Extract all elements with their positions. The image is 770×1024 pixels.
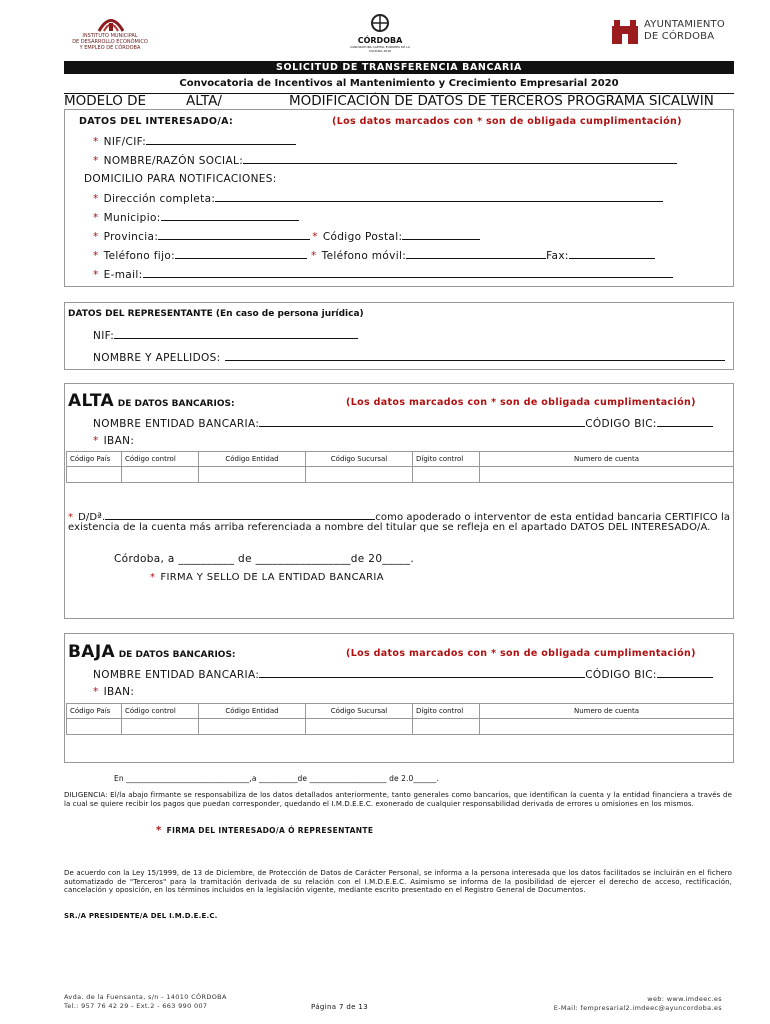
alta-cell-pais[interactable] bbox=[67, 467, 122, 483]
alta-heading: DE DATOS BANCARIOS: bbox=[117, 399, 235, 409]
diligencia-text: DILIGENCIA: El/la abajo firmante se responsabiliza de los datos detallados anteriormente, tanto generales como bancarios, que identifican la cuenta y la entidad financiera a través de la cual se quiere recibir los pagos que puedan corresponder, quedando el I.M.D.E.E.C. exonerado de cualquier responsabilidad derivada de errores u omisiones en los mismos. bbox=[64, 791, 732, 808]
direccion-label: Dirección completa: bbox=[103, 193, 216, 205]
baja-heading: DE DATOS BANCARIOS: bbox=[118, 650, 236, 660]
alta-cell-cuenta[interactable] bbox=[480, 467, 734, 483]
alta-cert-text-2: existencia de la cuenta más arriba referenciada a nombre del titular que se refleja en el apartado DATOS DEL INTERESADO/A. bbox=[68, 522, 711, 533]
baja-col-pais: Código País bbox=[67, 704, 122, 719]
rep-nombre-row bbox=[93, 351, 725, 364]
fax-label: Fax: bbox=[546, 250, 569, 262]
nif-row: * NIF/CIF: bbox=[93, 135, 296, 148]
alta-col-cuenta: Numero de cuenta bbox=[480, 452, 734, 467]
alta-col-control: Código control bbox=[122, 452, 199, 467]
alta-col-pais: Código País bbox=[67, 452, 122, 467]
alta-big-label: ALTA bbox=[68, 391, 115, 411]
nombre-field[interactable] bbox=[243, 154, 677, 164]
alta-cordoba-date: Córdoba, a __________ de _________________de 20_____. bbox=[114, 553, 415, 565]
alta-firma-label: FIRMA Y SELLO DE LA ENTIDAD BANCARIA bbox=[160, 572, 384, 583]
alta-iban-label: IBAN: bbox=[103, 435, 135, 447]
baja-heading-row bbox=[68, 642, 236, 662]
presidente-label: SR./A PRESIDENTE/A DEL I.M.D.E.E.C. bbox=[64, 912, 218, 920]
form-title: SOLICITUD DE TRANSFERENCIA BANCARIA bbox=[64, 61, 734, 74]
baja-cell-sucursal[interactable] bbox=[306, 719, 413, 735]
nif-field[interactable] bbox=[146, 135, 296, 145]
ayuntamiento-logo bbox=[610, 16, 725, 48]
telefono-row: * Teléfono fijo: * Teléfono móvil: Fax: bbox=[93, 249, 655, 262]
baja-entidad-label: NOMBRE ENTIDAD BANCARIA: bbox=[93, 669, 260, 681]
alta-entidad-label: NOMBRE ENTIDAD BANCARIA: bbox=[93, 418, 260, 430]
alta-cert-text-1: como apoderado o interventor de esta entidad bancaria CERTIFICO la bbox=[375, 512, 731, 523]
baja-entidad-field[interactable] bbox=[259, 668, 585, 678]
cordoba-2016-logo bbox=[350, 14, 410, 53]
footer-web[interactable]: web: www.imdeec.es bbox=[647, 995, 722, 1003]
alta-heading-row bbox=[68, 391, 235, 411]
baja-cell-digito[interactable] bbox=[413, 719, 480, 735]
alta-entidad-field[interactable] bbox=[259, 417, 585, 427]
imdeec-logo-line-3: Y EMPLEO DE CÓRDOBA bbox=[79, 45, 141, 51]
alta-iban-table bbox=[66, 451, 734, 483]
baja-col-entidad: Código Entidad bbox=[199, 704, 306, 719]
baja-entidad-row bbox=[93, 668, 713, 681]
imdeec-emblem-icon bbox=[96, 14, 126, 32]
codigo-postal-field[interactable] bbox=[402, 230, 480, 240]
ayuntamiento-castle-icon bbox=[610, 16, 640, 46]
ley-text: De acuerdo con la Ley 15/1999, de 13 de Diciembre, de Protección de Datos de Carácter Personal, se informa a la persona interesada que los datos facilitados se incluirán en el fichero automatizado de "Terceros" para la tramitación derivada de su relación con el I.M.D.E.E.C. Asimismo se informa de la posibilidad de ejercer el derecho de acceso, rectificación, cancelación y oposición, en los términos incluidos en la legislación vigente, mediante escrito presentado en el Registro General de Documentos. bbox=[64, 869, 732, 894]
direccion-row: * Dirección completa: bbox=[93, 192, 663, 205]
provincia-row: * Provincia: * Código Postal: bbox=[93, 230, 480, 243]
nombre-row: * NOMBRE/RAZÓN SOCIAL: bbox=[93, 154, 677, 167]
baja-col-control: Código control bbox=[122, 704, 199, 719]
baja-cell-pais[interactable] bbox=[67, 719, 122, 735]
alta-bic-label: CÓDIGO BIC: bbox=[585, 418, 657, 430]
rep-nif-field[interactable] bbox=[114, 329, 358, 339]
nombre-label: NOMBRE/RAZÓN SOCIAL: bbox=[103, 155, 244, 167]
municipio-label: Municipio: bbox=[103, 212, 161, 224]
footer-tel: Tel.: 957 76 42 29 - Ext.2 - 663 990 007 bbox=[64, 1002, 208, 1010]
alta-iban-row: * IBAN: bbox=[93, 435, 135, 447]
telefono-movil-field[interactable] bbox=[406, 249, 546, 259]
direccion-field[interactable] bbox=[215, 192, 663, 202]
ayuntamiento-text-1: AYUNTAMIENTO bbox=[644, 19, 725, 30]
modificacion-label: MODIFICACIÓN DE DATOS DE TERCEROS PROGRAMA SICALWIN bbox=[289, 93, 714, 109]
baja-cell-entidad[interactable] bbox=[199, 719, 306, 735]
footer-email[interactable]: E-Mail: fempresarial2.imdeec@ayuncordoba.es bbox=[553, 1004, 722, 1012]
alta-dda-label: D/Dª. bbox=[78, 512, 106, 523]
alta-col-entidad: Código Entidad bbox=[199, 452, 306, 467]
telefono-fijo-label: Teléfono fijo: bbox=[103, 250, 176, 262]
imdeec-logo-line-2: DE DESARROLLO ECONÓMICO bbox=[72, 39, 148, 45]
footer-address: Avda. de la Fuensanta, s/n - 14010 CÓRDOBA bbox=[64, 993, 227, 1001]
firma-interesado-row: * FIRMA DEL INTERESADO/A Ó REPRESENTANTE bbox=[156, 825, 374, 836]
municipio-field[interactable] bbox=[161, 211, 299, 221]
footer-page-number: Página 7 de 13 bbox=[311, 1003, 368, 1011]
municipio-row: * Municipio: bbox=[93, 211, 299, 224]
provincia-field[interactable] bbox=[158, 230, 310, 240]
en-date-line: En ________________________________,a __________de ____________________ de 2.0______. bbox=[114, 774, 439, 783]
rep-nombre-field[interactable] bbox=[225, 351, 725, 361]
telefono-movil-label: Teléfono móvil: bbox=[321, 250, 407, 262]
baja-cell-control[interactable] bbox=[122, 719, 199, 735]
baja-col-sucursal: Código Sucursal bbox=[306, 704, 413, 719]
cordoba-logo-sub: CANDIDATURA CAPITAL EUROPEA DE LA CULTURA 2016 bbox=[350, 45, 410, 53]
baja-col-cuenta: Numero de cuenta bbox=[480, 704, 734, 719]
baja-big-label: BAJA bbox=[68, 642, 115, 662]
fax-field[interactable] bbox=[569, 249, 655, 259]
baja-note: (Los datos marcados con * son de obligada cumplimentación) bbox=[346, 648, 696, 659]
cordoba-emblem-icon bbox=[368, 14, 392, 32]
imdeec-logo-line-1: INSTITUTO MUNICIPAL bbox=[82, 33, 138, 39]
baja-iban-row: * IBAN: bbox=[93, 686, 135, 698]
baja-cell-cuenta[interactable] bbox=[480, 719, 734, 735]
rep-nif-label: NIF: bbox=[93, 330, 115, 342]
provincia-label: Provincia: bbox=[103, 231, 159, 243]
firma-interesado-label: FIRMA DEL INTERESADO/A Ó REPRESENTANTE bbox=[166, 826, 374, 835]
alta-cell-digito[interactable] bbox=[413, 467, 480, 483]
baja-bic-field[interactable] bbox=[657, 668, 713, 678]
codigo-postal-label: Código Postal: bbox=[322, 231, 403, 243]
baja-iban-table bbox=[66, 703, 734, 735]
alta-dda-field[interactable] bbox=[105, 510, 375, 520]
alta-cell-sucursal[interactable] bbox=[306, 467, 413, 483]
interesado-note: (Los datos marcados con * son de obligada cumplimentación) bbox=[332, 116, 682, 127]
alta-firma-row: * FIRMA Y SELLO DE LA ENTIDAD BANCARIA bbox=[150, 572, 384, 583]
representante-heading: DATOS DEL REPRESENTANTE (En caso de persona jurídica) bbox=[68, 309, 364, 319]
alta-label: ALTA/ bbox=[186, 93, 222, 109]
imdeec-logo bbox=[70, 14, 150, 50]
alta-entidad-row bbox=[93, 417, 713, 430]
email-label: E-mail: bbox=[103, 269, 143, 281]
alta-cell-control[interactable] bbox=[122, 467, 199, 483]
cordoba-logo-text: CÓRDOBA bbox=[357, 36, 403, 45]
alta-col-digito: Dígito control bbox=[413, 452, 480, 467]
ayuntamiento-text-2: DE CÓRDOBA bbox=[644, 31, 715, 42]
interesado-heading: DATOS DEL INTERESADO/A: bbox=[79, 116, 234, 127]
email-row: * E-mail: bbox=[93, 268, 673, 281]
alta-col-sucursal: Código Sucursal bbox=[306, 452, 413, 467]
rep-nif-row bbox=[93, 329, 358, 342]
baja-iban-label: IBAN: bbox=[103, 686, 135, 698]
alta-cert-row: * D/Dª. como apoderado o interventor de esta entidad bancaria CERTIFICO la bbox=[68, 512, 731, 523]
alta-cell-entidad[interactable] bbox=[199, 467, 306, 483]
rep-nombre-label: NOMBRE Y APELLIDOS: bbox=[93, 352, 221, 364]
domicilio-label: DOMICILIO PARA NOTIFICACIONES: bbox=[84, 173, 277, 185]
nif-label: NIF/CIF: bbox=[103, 136, 147, 148]
telefono-fijo-field[interactable] bbox=[175, 249, 307, 259]
form-subtitle: Convocatoria de Incentivos al Mantenimiento y Crecimiento Empresarial 2020 bbox=[179, 78, 619, 89]
baja-col-digito: Dígito control bbox=[413, 704, 480, 719]
alta-note: (Los datos marcados con * son de obligada cumplimentación) bbox=[346, 397, 696, 408]
modelo-label: MODELO DE bbox=[64, 93, 147, 109]
alta-bic-field[interactable] bbox=[657, 417, 713, 427]
baja-bic-label: CÓDIGO BIC: bbox=[585, 669, 657, 681]
email-field[interactable] bbox=[143, 268, 673, 278]
